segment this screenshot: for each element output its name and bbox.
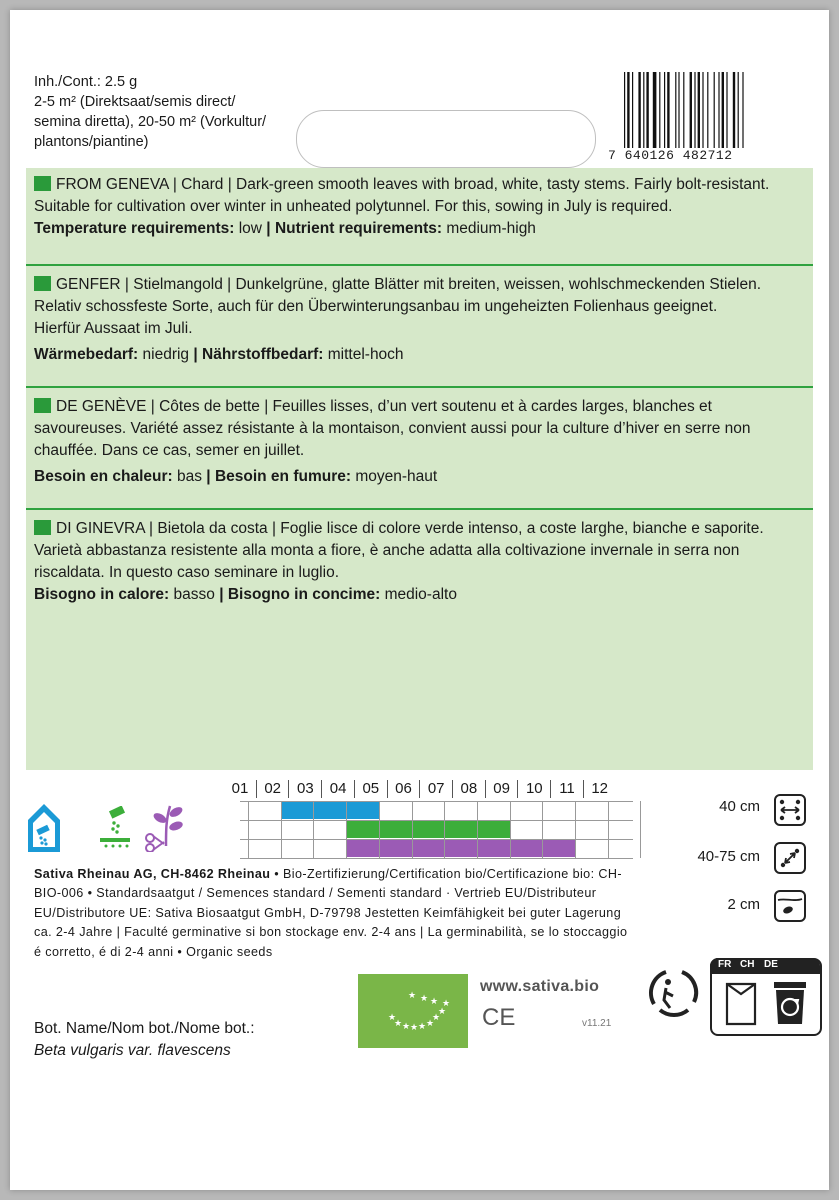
month-divider [354, 780, 355, 798]
month-divider [583, 780, 584, 798]
req-value: moyen-haut [351, 468, 438, 485]
req-label: Wärmebedarf: [34, 346, 139, 363]
direct-sowing-icon [98, 806, 132, 850]
botanical-latin-name: Beta vulgaris var. flavescens [34, 1042, 231, 1059]
month-divider [419, 780, 420, 798]
barcode-bars [622, 72, 782, 148]
row-spacing-icon [774, 794, 806, 826]
svg-text:★: ★ [442, 999, 451, 1009]
desc-line: Hierfür Aussaat im Juli. [34, 320, 193, 337]
packet-window [296, 110, 596, 168]
req-label: | Besoin en fumure: [206, 468, 352, 485]
grid-line [608, 801, 609, 858]
calendar-month-label: 05 [362, 780, 380, 797]
desc-line: riscaldata. In questo caso seminare in luglio. [34, 564, 339, 581]
req-value: low [234, 220, 267, 237]
contents-line: Inh./Cont.: 2.5 g [34, 74, 138, 90]
desc-line: DE GENÈVE | Côtes de bette | Feuilles lisses, d’un vert soutenu et à cardes larges, blanches et [56, 398, 712, 415]
calendar-bar-harvest-scissors [346, 840, 575, 857]
contents-info [34, 72, 294, 152]
ce-mark: CE [482, 1004, 516, 1031]
desc-line: savoureuses. Variété assez résistante à la montaison, convient aussi pour la culture d’hiver en serre non [34, 420, 751, 437]
description-panel [26, 168, 813, 770]
svg-text:★: ★ [420, 994, 429, 1004]
req-label: Besoin en chaleur: [34, 468, 173, 485]
desc-line: chauffée. Dans ce cas, semer en juillet. [34, 442, 305, 459]
recycling-info-box [710, 958, 820, 1034]
svg-text:★: ★ [430, 997, 439, 1007]
svg-text:★: ★ [432, 1013, 441, 1023]
calendar-month-label: 02 [264, 780, 282, 797]
svg-text:★: ★ [402, 1022, 411, 1032]
desc-line: FROM GENEVA | Chard | Dark-green smooth leaves with broad, white, tasty stems. Fairly bolt-resistant. [56, 176, 770, 193]
barcode-digits: 7 640126 482712 [608, 148, 733, 163]
triman-recycle-icon [646, 962, 702, 1018]
separator [26, 264, 813, 266]
recycle-code-ch: CH [740, 959, 755, 970]
calendar-month-label: 07 [427, 780, 445, 797]
month-divider [550, 780, 551, 798]
description-en [34, 174, 806, 240]
svg-text:★: ★ [418, 1022, 427, 1032]
svg-text:★: ★ [410, 1023, 419, 1033]
req-label: | Bisogno in concime: [219, 586, 381, 603]
calendar-month-label: 03 [297, 780, 314, 797]
grid-line [248, 801, 249, 858]
barcode [608, 72, 784, 164]
grid-line [313, 801, 314, 858]
calendar-month-label: 01 [231, 780, 249, 797]
svg-text:★: ★ [438, 1007, 447, 1017]
calendar-bar-house-sowing [281, 802, 379, 819]
grid-line [444, 801, 445, 858]
version-code: v11.21 [582, 1018, 612, 1029]
grid-line [379, 801, 380, 858]
req-value: niedrig [138, 346, 194, 363]
contents-line: plantons/piantine) [34, 134, 149, 150]
plant-spacing-icon [774, 842, 806, 874]
sowing-depth-icon [774, 890, 806, 922]
month-divider [387, 780, 388, 798]
contents-line: semina diretta), 20-50 m² (Vorkultur/ [34, 114, 267, 130]
green-square-icon [34, 176, 51, 191]
plant-spacing-label: 40-75 cm [697, 848, 760, 865]
month-divider [321, 780, 322, 798]
calendar-month-label: 08 [460, 780, 478, 797]
grid-line [575, 801, 576, 858]
req-label: | Nutrient requirements: [266, 220, 443, 237]
company-text: • Bio-Zertifizierung/Certification bio/Certificazione bio: CH-BIO-006 • Standardsaatgut / Semences standard / Sementi standard · Vertrieb EU/Distributeur EU/Distributore UE: Sativa Biosaatgut GmbH, D-79798 Jestetten Keimfähigkeit bei guter Lagerung ca. 2-4 Jahre | Faculté germinative si bon stockage env. 2-4 ans | La germinabilità, se lo stoccaggio é corretto, é di 2-4 anni • Organic seeds [34, 867, 628, 959]
separator [26, 386, 813, 388]
eu-organic-logo [358, 974, 468, 1048]
grid-line [477, 801, 478, 858]
desc-line: Varietà abbastanza resistente alla monta a fiore, è anche adatta alla coltivazione invernale in serra non [34, 542, 740, 559]
desc-line: DI GINEVRA | Bietola da costa | Foglie lisce di colore verde intenso, a coste larghe, bianche e saporite. [56, 520, 764, 537]
seed-packet-back [10, 10, 829, 1190]
grid-line [640, 801, 641, 858]
waste-bin-icon [770, 978, 810, 1028]
green-square-icon [34, 398, 51, 413]
recycle-code-fr: FR [718, 959, 732, 970]
green-square-icon [34, 276, 51, 291]
req-value: basso [169, 586, 220, 603]
desc-line: Suitable for cultivation over winter in unheated polytunnel. For this, sowing in July is required. [34, 198, 673, 215]
row-spacing-label: 40 cm [719, 798, 760, 815]
month-divider [517, 780, 518, 798]
grid-line [240, 858, 633, 859]
month-divider [256, 780, 257, 798]
month-divider [288, 780, 289, 798]
contents-line: 2-5 m² (Direktsaat/semis direct/ [34, 94, 236, 110]
req-label: Temperature requirements: [34, 220, 235, 237]
grid-line [281, 801, 282, 858]
req-label: Bisogno in calore: [34, 586, 170, 603]
company-name: Sativa Rheinau AG, CH-8462 Rheinau [34, 867, 271, 881]
req-value: bas [172, 468, 207, 485]
svg-text:★: ★ [426, 1019, 435, 1029]
calendar-month-label: 11 [559, 780, 575, 797]
svg-text:★: ★ [408, 991, 417, 1001]
desc-line: GENFER | Stielmangold | Dunkelgrüne, glatte Blätter mit breiten, weissen, wohlschmeckenden Stielen. [56, 276, 762, 293]
harvest-scissors-icon [140, 800, 186, 852]
grid-line [510, 801, 511, 858]
description-it [34, 518, 806, 606]
svg-text:★: ★ [394, 1019, 403, 1029]
paper-bag-icon [724, 980, 758, 1026]
req-value: mittel-hoch [323, 346, 404, 363]
grid-line [412, 801, 413, 858]
month-divider [485, 780, 486, 798]
req-value: medium-high [442, 220, 536, 237]
grid-line [346, 801, 347, 858]
calendar-month-label: 06 [395, 780, 412, 797]
calendar-bar-direct-sowing [346, 821, 510, 838]
botanical-name [34, 1018, 255, 1062]
calendar-month-label: 09 [493, 780, 510, 797]
green-square-icon [34, 520, 51, 535]
req-label: | Nährstoffbedarf: [193, 346, 324, 363]
desc-line: Relativ schossfeste Sorte, auch für den Überwinterungsanbau im ungeheizten Folienhaus geeignet. [34, 298, 718, 315]
calendar-month-label: 10 [525, 780, 543, 797]
req-value: medio-alto [380, 586, 457, 603]
separator [26, 508, 813, 510]
grid-line [542, 801, 543, 858]
calendar-month-label: 04 [329, 780, 347, 797]
description-de [34, 274, 806, 366]
calendar-month-label: 12 [591, 780, 609, 797]
sowing-depth-label: 2 cm [727, 896, 760, 913]
svg-text:★: ★ [388, 1013, 397, 1023]
botanical-label: Bot. Name/Nom bot./Nome bot.: [34, 1020, 255, 1037]
description-fr [34, 396, 806, 488]
sowing-calendar-grid [240, 800, 633, 858]
website-url: www.sativa.bio [480, 978, 600, 995]
recycle-code-de: DE [764, 959, 778, 970]
company-info [34, 865, 636, 962]
house-sowing-icon [24, 800, 64, 854]
month-divider [452, 780, 453, 798]
